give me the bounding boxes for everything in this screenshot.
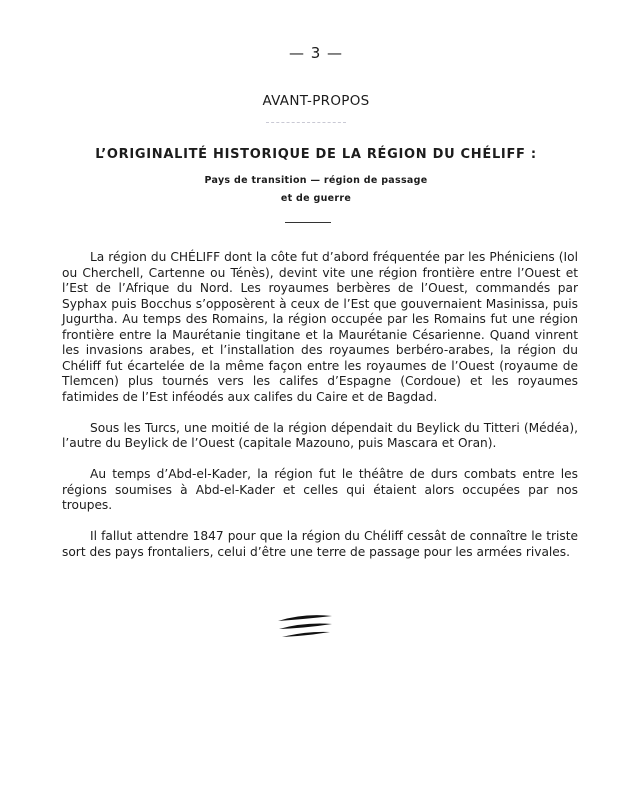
section-heading: AVANT-PROPOS [262,93,370,109]
dotted-divider [266,122,346,123]
end-ornament-icon [276,611,334,645]
paragraph: Il fallut attendre 1847 pour que la région du Chéliff cessât de connaître le triste sort des pays frontaliers, celui d’être une terre de passage pour les armées rivales. [62,529,578,559]
page-number: — 3 — [288,44,344,62]
chapter-title: L’ORIGINALITÉ HISTORIQUE DE LA RÉGION DU CHÉLIFF : [95,147,537,162]
subtitle-line-2: et de guerre [280,193,352,204]
subtitle-line-1: Pays de transition — région de passage [204,175,428,186]
short-divider [285,222,331,223]
paragraph: Au temps d’Abd-el-Kader, la région fut le théâtre de durs combats entre les régions soumises à Abd-el-Kader et celles qui étaient alors occupées par nos troupes. [62,467,578,512]
paragraph: Sous les Turcs, une moitié de la région dépendait du Beylick du Titteri (Médéa), l’autre du Beylick de l’Ouest (capitale Mazouno, puis Mascara et Oran). [62,420,578,450]
body-text [62,250,578,576]
paragraph: La région du CHÉLIFF dont la côte fut d’abord fréquentée par les Phéniciens (Iol ou Cherchell, Cartenne ou Ténès), devint vite une région frontière entre l’Ouest et l’Est de l’Afrique du Nord. Les royaumes berbères de l’Ouest, commandés par Syphax puis Bocchus s’opposèrent à ceux de l’Est que gouvernaient Masinissa, puis Jugurtha. Au temps des Romains, la région occupée par les Romains fut une région frontière entre la Maurétanie tingitane et la Maurétanie Césarienne. Quand vinrent les invasions arabes, et l’installation des royaumes berbéro-arabes, la région du Chéliff fut écartelée de la même façon entre les royaumes de l’Ouest (royaume de Tlemcen) plus tournés vers les califes d’Espagne (Cordoue) et les royaumes fatimides de l’Est inféodés aux califes du Caire et de Bagdad. [62,250,578,404]
